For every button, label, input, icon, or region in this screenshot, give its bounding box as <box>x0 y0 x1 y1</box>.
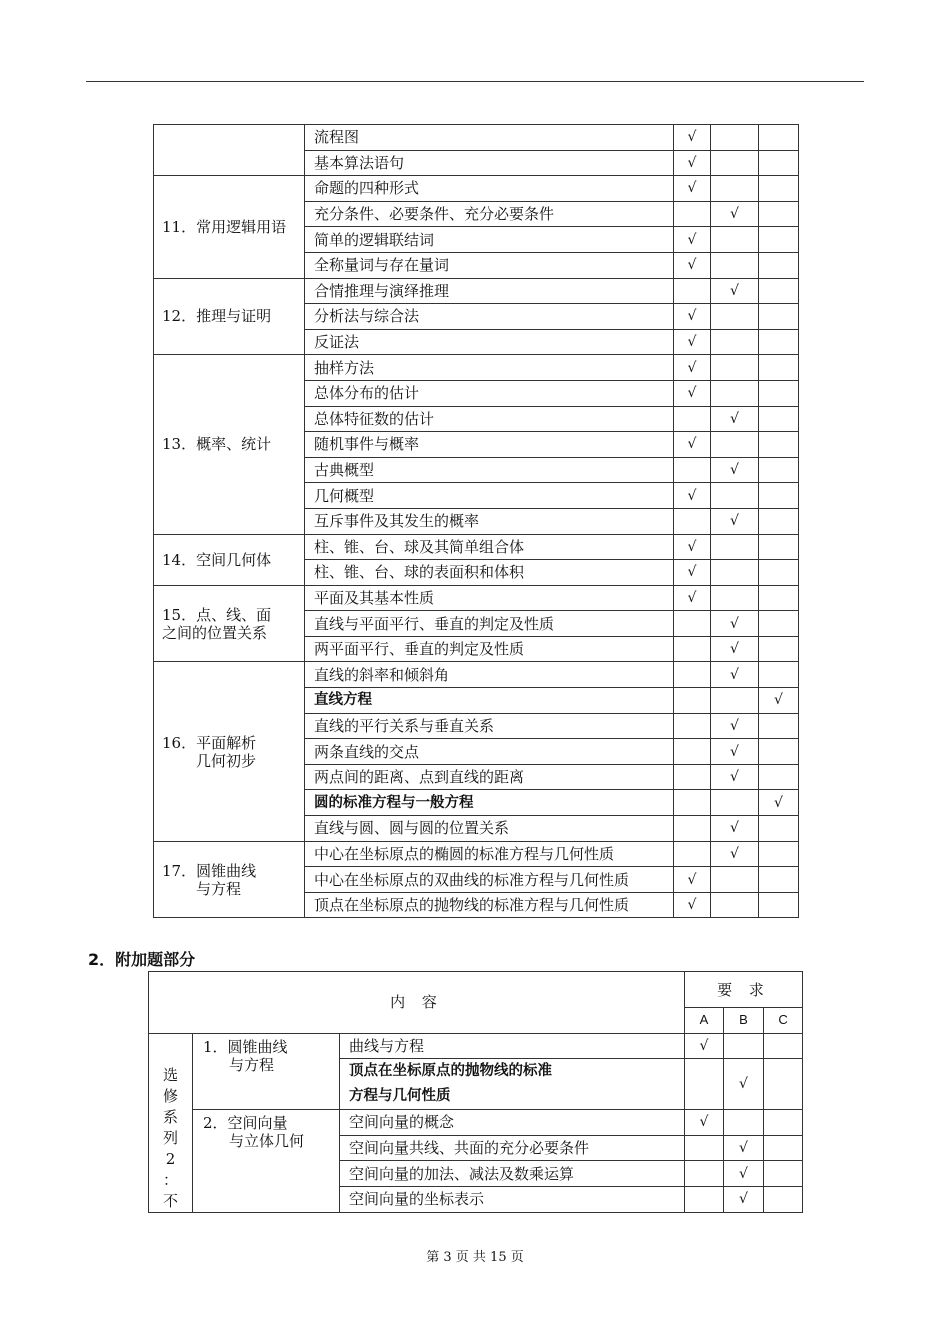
topic-cell <box>154 355 305 534</box>
level-c-cell <box>764 1135 803 1161</box>
check-mark: √ <box>687 564 697 581</box>
level-c-cell <box>759 125 799 151</box>
item-cell: 分析法与综合法 <box>305 304 674 330</box>
level-b-cell <box>711 406 759 432</box>
table-row <box>154 662 799 688</box>
check-mark: √ <box>687 257 697 274</box>
item-cell: 中心在坐标原点的双曲线的标准方程与几何性质 <box>305 867 674 893</box>
level-a-cell <box>674 713 711 739</box>
level-b-cell <box>711 611 759 637</box>
table-row <box>154 355 799 381</box>
item-cell <box>340 1186 685 1212</box>
item-cell: 合情推理与演绎推理 <box>305 278 674 304</box>
level-b-cell <box>711 278 759 304</box>
level-a-cell <box>674 150 711 176</box>
level-c-cell <box>759 739 799 765</box>
series-char: 列 <box>162 1128 178 1147</box>
page-footer: 第 3 页 共 15 页 <box>426 1250 524 1265</box>
level-a-cell <box>674 125 711 151</box>
level-a-cell <box>674 432 711 458</box>
topic-label: 12．推理与证明 <box>162 307 272 326</box>
supplementary-table <box>148 971 803 1213</box>
requirements-table <box>153 124 799 918</box>
check-mark: √ <box>687 180 697 197</box>
level-b-cell <box>724 1033 764 1059</box>
item-line: 空间向量的坐标表示 <box>349 1190 485 1209</box>
level-a-cell <box>674 508 711 534</box>
item-cell: 充分条件、必要条件、充分必要条件 <box>305 201 674 227</box>
series-char: ： <box>162 1170 178 1189</box>
level-c-cell <box>759 252 799 278</box>
check-mark: √ <box>730 845 739 862</box>
item-cell: 古典概型 <box>305 457 674 483</box>
item-cell: 两条直线的交点 <box>305 739 674 765</box>
topic-label: 15．点、线、面 <box>162 605 272 624</box>
level-c-cell <box>759 406 799 432</box>
level-a-cell <box>674 841 711 867</box>
topic-label: 与方程 <box>229 1055 275 1074</box>
level-a-cell <box>674 611 711 637</box>
level-c-cell <box>759 560 799 586</box>
level-b-cell <box>711 150 759 176</box>
check-mark: √ <box>687 308 697 325</box>
section-title: 2．附加题部分 <box>88 950 196 969</box>
check-mark: √ <box>687 154 697 171</box>
level-b-cell <box>724 1135 764 1161</box>
level-c-cell <box>759 688 799 714</box>
level-b-cell <box>711 252 759 278</box>
level-b-cell <box>711 329 759 355</box>
level-a-cell <box>674 816 711 842</box>
item-cell: 直线方程 <box>305 688 674 714</box>
item-cell <box>340 1161 685 1187</box>
check-mark: √ <box>687 129 697 146</box>
topic-cell <box>154 841 305 918</box>
item-cell: 几何概型 <box>305 483 674 509</box>
table-row <box>149 1033 803 1059</box>
item-cell: 中心在坐标原点的椭圆的标准方程与几何性质 <box>305 841 674 867</box>
topic-label: 与立体几何 <box>229 1132 305 1151</box>
level-b-cell <box>711 201 759 227</box>
level-c-cell <box>764 1059 803 1110</box>
table-row <box>154 585 799 611</box>
item-cell: 简单的逻辑联结词 <box>305 227 674 253</box>
level-header-c: C <box>764 1008 803 1034</box>
topic-label: 16．平面解析 <box>162 733 257 752</box>
level-c-cell <box>759 585 799 611</box>
level-b-cell <box>711 867 759 893</box>
check-mark: √ <box>739 1140 748 1157</box>
level-c-cell <box>764 1161 803 1187</box>
level-b-cell <box>711 227 759 253</box>
level-c-cell <box>759 355 799 381</box>
level-c-cell <box>759 816 799 842</box>
item-cell: 反证法 <box>305 329 674 355</box>
item-cell: 直线与平面平行、垂直的判定及性质 <box>305 611 674 637</box>
topic-label: 13．概率、统计 <box>162 435 272 454</box>
level-a-cell <box>674 764 711 790</box>
level-b-cell <box>711 432 759 458</box>
item-cell: 互斥事件及其发生的概率 <box>305 508 674 534</box>
level-b-cell <box>711 355 759 381</box>
level-b-cell <box>724 1186 764 1212</box>
topic-cell <box>193 1033 340 1110</box>
check-mark: √ <box>699 1037 709 1054</box>
check-mark: √ <box>687 436 697 453</box>
level-c-cell <box>759 227 799 253</box>
check-mark: √ <box>687 871 697 888</box>
check-mark: √ <box>687 231 697 248</box>
level-b-cell <box>711 790 759 816</box>
level-c-cell <box>759 713 799 739</box>
level-c-cell <box>759 534 799 560</box>
check-mark: √ <box>730 666 739 683</box>
level-a-cell <box>674 201 711 227</box>
series-char: 2 <box>165 1149 176 1168</box>
level-a-cell <box>674 688 711 714</box>
header-row <box>149 972 803 1008</box>
series-char: 不 <box>162 1191 178 1210</box>
table-row <box>154 841 799 867</box>
level-a-cell <box>685 1110 724 1136</box>
level-c-cell <box>764 1186 803 1212</box>
level-c-cell <box>759 611 799 637</box>
item-cell: 两平面平行、垂直的判定及性质 <box>305 636 674 662</box>
check-mark: √ <box>730 206 739 223</box>
topic-cell <box>154 662 305 841</box>
table-row <box>154 176 799 202</box>
level-b-cell <box>711 483 759 509</box>
series-char: 选 <box>162 1065 178 1084</box>
level-c-cell <box>759 892 799 918</box>
topic-cell <box>154 534 305 585</box>
check-mark: √ <box>687 589 697 606</box>
level-a-cell <box>674 892 711 918</box>
level-header-b: B <box>724 1008 764 1034</box>
level-a-cell <box>685 1033 724 1059</box>
level-a-cell <box>674 176 711 202</box>
item-cell: 随机事件与概率 <box>305 432 674 458</box>
item-cell: 圆的标准方程与一般方程 <box>305 790 674 816</box>
level-a-cell <box>674 483 711 509</box>
check-mark: √ <box>687 487 697 504</box>
level-b-cell <box>711 739 759 765</box>
level-c-cell <box>759 380 799 406</box>
item-line: 空间向量的加法、减法及数乘运算 <box>349 1164 575 1183</box>
check-mark: √ <box>730 743 739 760</box>
level-c-cell <box>759 201 799 227</box>
level-b-cell <box>724 1059 764 1110</box>
item-line: 空间向量共线、共面的充分必要条件 <box>349 1139 590 1158</box>
item-cell: 柱、锥、台、球及其简单组合体 <box>305 534 674 560</box>
item-cell: 命题的四种形式 <box>305 176 674 202</box>
level-b-cell <box>711 713 759 739</box>
requirement-header: 要 求 <box>685 972 803 1008</box>
item-line: 曲线与方程 <box>349 1036 425 1055</box>
level-a-cell <box>685 1135 724 1161</box>
topic-label: 与方程 <box>196 879 242 898</box>
check-mark: √ <box>730 513 739 530</box>
level-c-cell <box>759 329 799 355</box>
check-mark: √ <box>739 1191 748 1208</box>
item-cell: 直线的斜率和倾斜角 <box>305 662 674 688</box>
topic-label: 几何初步 <box>196 751 257 770</box>
level-b-cell <box>711 892 759 918</box>
level-a-cell <box>674 457 711 483</box>
item-cell: 总体分布的估计 <box>305 380 674 406</box>
level-a-cell <box>674 252 711 278</box>
series-label-cell <box>149 1033 193 1212</box>
item-cell: 顶点在坐标原点的抛物线的标准方程与几何性质 <box>305 892 674 918</box>
level-c-cell <box>764 1110 803 1136</box>
check-mark: √ <box>687 359 697 376</box>
level-b-cell <box>711 816 759 842</box>
level-c-cell <box>759 764 799 790</box>
level-a-cell <box>674 560 711 586</box>
topic-cell <box>154 125 305 176</box>
level-b-cell <box>711 636 759 662</box>
item-cell: 两点间的距离、点到直线的距离 <box>305 764 674 790</box>
level-a-cell <box>674 329 711 355</box>
level-a-cell <box>674 867 711 893</box>
level-header-a: A <box>685 1008 724 1034</box>
item-cell <box>340 1135 685 1161</box>
level-b-cell <box>724 1161 764 1187</box>
level-c-cell <box>759 790 799 816</box>
level-c-cell <box>759 841 799 867</box>
level-c-cell <box>759 508 799 534</box>
level-b-cell <box>711 841 759 867</box>
check-mark: √ <box>730 641 739 658</box>
check-mark: √ <box>730 717 739 734</box>
level-b-cell <box>711 585 759 611</box>
level-b-cell <box>711 125 759 151</box>
table-row <box>149 1110 803 1136</box>
level-b-cell <box>711 508 759 534</box>
level-c-cell <box>759 483 799 509</box>
level-b-cell <box>711 534 759 560</box>
check-mark: √ <box>687 334 697 351</box>
table-row <box>154 125 799 151</box>
level-a-cell <box>674 662 711 688</box>
level-a-cell <box>674 380 711 406</box>
item-line: 空间向量的概念 <box>349 1113 455 1132</box>
level-c-cell <box>759 278 799 304</box>
level-a-cell <box>674 585 711 611</box>
level-a-cell <box>674 790 711 816</box>
header-rule <box>86 81 864 82</box>
level-b-cell <box>711 662 759 688</box>
check-mark: √ <box>730 462 739 479</box>
level-a-cell <box>674 355 711 381</box>
level-c-cell <box>759 176 799 202</box>
level-c-cell <box>759 867 799 893</box>
check-mark: √ <box>730 615 739 632</box>
item-cell: 基本算法语句 <box>305 150 674 176</box>
level-a-cell <box>685 1161 724 1187</box>
level-b-cell <box>724 1110 764 1136</box>
item-line: 顶点在坐标原点的抛物线的标准 <box>349 1063 552 1080</box>
check-mark: √ <box>774 794 783 811</box>
level-a-cell <box>674 278 711 304</box>
check-mark: √ <box>699 1114 709 1131</box>
level-c-cell <box>759 432 799 458</box>
series-char: 修 <box>162 1086 178 1105</box>
topic-label: 11．常用逻辑用语 <box>162 217 287 236</box>
item-cell: 总体特征数的估计 <box>305 406 674 432</box>
level-c-cell <box>759 304 799 330</box>
check-mark: √ <box>730 282 739 299</box>
topic-label: 2．空间向量 <box>203 1114 288 1133</box>
content-header: 内 容 <box>149 972 685 1034</box>
topic-label: 17．圆锥曲线 <box>162 861 257 880</box>
item-cell: 平面及其基本性质 <box>305 585 674 611</box>
level-a-cell <box>685 1059 724 1110</box>
level-b-cell <box>711 176 759 202</box>
item-cell: 抽样方法 <box>305 355 674 381</box>
level-a-cell <box>674 227 711 253</box>
check-mark: √ <box>687 897 697 914</box>
topic-cell <box>154 278 305 355</box>
level-a-cell <box>674 739 711 765</box>
level-a-cell <box>674 304 711 330</box>
item-cell: 全称量词与存在量词 <box>305 252 674 278</box>
level-c-cell <box>759 662 799 688</box>
topic-label: 1．圆锥曲线 <box>203 1037 288 1056</box>
check-mark: √ <box>687 538 697 555</box>
item-line: 方程与几何性质 <box>349 1088 451 1105</box>
level-c-cell <box>759 150 799 176</box>
topic-cell <box>193 1110 340 1212</box>
level-b-cell <box>711 560 759 586</box>
check-mark: √ <box>730 820 739 837</box>
level-b-cell <box>711 688 759 714</box>
check-mark: √ <box>730 410 739 427</box>
item-cell <box>340 1110 685 1136</box>
item-cell: 流程图 <box>305 125 674 151</box>
level-b-cell <box>711 457 759 483</box>
check-mark: √ <box>739 1165 748 1182</box>
item-cell <box>340 1033 685 1059</box>
level-c-cell <box>759 457 799 483</box>
check-mark: √ <box>730 769 739 786</box>
level-a-cell <box>674 406 711 432</box>
item-cell: 柱、锥、台、球的表面积和体积 <box>305 560 674 586</box>
level-c-cell <box>759 636 799 662</box>
series-char: 系 <box>162 1107 178 1126</box>
topic-cell <box>154 176 305 278</box>
topic-cell <box>154 585 305 662</box>
item-cell <box>340 1059 685 1110</box>
level-c-cell <box>764 1033 803 1059</box>
check-mark: √ <box>774 692 783 709</box>
check-mark: √ <box>739 1076 748 1093</box>
table-row <box>154 534 799 560</box>
level-a-cell <box>674 534 711 560</box>
level-b-cell <box>711 764 759 790</box>
topic-label: 之间的位置关系 <box>162 623 268 642</box>
table-row <box>154 278 799 304</box>
check-mark: √ <box>687 385 697 402</box>
level-a-cell <box>674 636 711 662</box>
level-b-cell <box>711 380 759 406</box>
topic-label: 14．空间几何体 <box>162 550 272 569</box>
item-cell: 直线的平行关系与垂直关系 <box>305 713 674 739</box>
item-cell: 直线与圆、圆与圆的位置关系 <box>305 816 674 842</box>
level-b-cell <box>711 304 759 330</box>
level-a-cell <box>685 1186 724 1212</box>
